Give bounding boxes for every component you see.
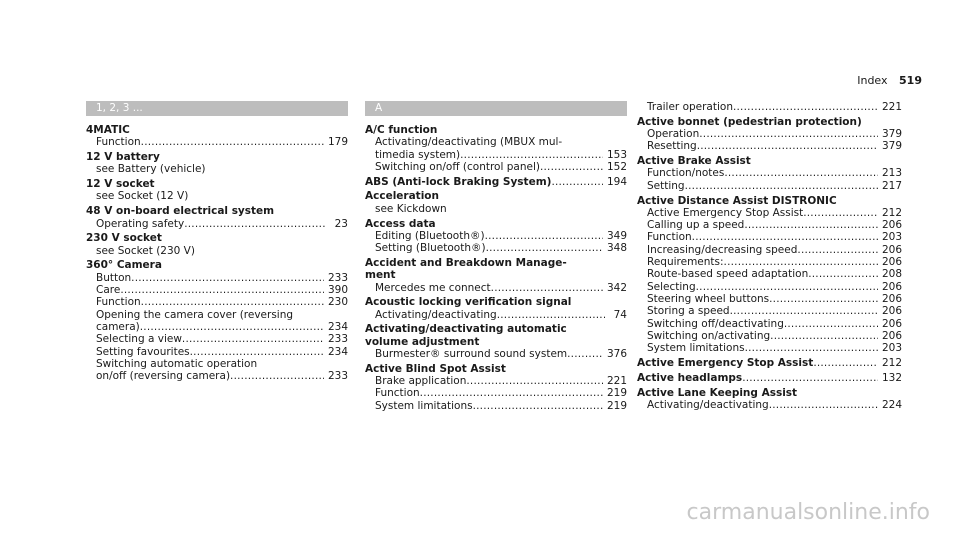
- dot-leader: [696, 281, 878, 293]
- sub-entry: [86, 346, 348, 358]
- sub-entry-text: Switching on/off (control panel): [375, 160, 540, 173]
- page-ref: 219: [606, 387, 627, 400]
- page-ref: 376: [606, 348, 627, 361]
- index-column-3: [637, 101, 902, 414]
- page-ref: 348: [606, 242, 627, 255]
- sub-entry: [86, 272, 348, 284]
- entry-heading-text: Active Distance Assist DISTRONIC: [637, 194, 837, 207]
- sub-entry: [637, 207, 902, 219]
- sub-entry: [637, 330, 902, 342]
- page-ref: 379: [881, 140, 902, 153]
- dot-leader: [140, 321, 324, 333]
- sub-entry-text: Trailer operation: [647, 101, 733, 113]
- page-ref: 233: [327, 370, 348, 383]
- sub-entry: [637, 167, 902, 179]
- entry-heading: [86, 232, 348, 244]
- sub-entry-text: Calling up a speed: [647, 219, 745, 232]
- entry-heading: [365, 176, 627, 188]
- sub-entry: [86, 333, 348, 345]
- dot-leader: [141, 136, 324, 148]
- watermark: carmanualsonline.info: [686, 500, 930, 525]
- sub-entry: [365, 242, 627, 254]
- entry-heading-text: ABS (Anti-lock Braking System): [365, 175, 552, 188]
- dot-leader: [120, 284, 324, 296]
- page-ref: 194: [606, 175, 627, 188]
- entry-heading: [86, 151, 348, 163]
- entry-heading: [86, 124, 348, 136]
- index-entry: [365, 218, 627, 255]
- page-ref: 206: [881, 305, 902, 318]
- dot-leader: [724, 256, 878, 268]
- sub-entry: [637, 268, 902, 280]
- sub-entry: [637, 342, 902, 354]
- sub-entry: [365, 400, 627, 412]
- index-entry: [637, 357, 902, 369]
- dot-leader: [697, 140, 878, 152]
- sub-entry-text: Function: [375, 387, 420, 400]
- sub-entry-text: System limitations: [375, 399, 473, 412]
- dot-leader: [730, 305, 878, 317]
- page-ref: 224: [881, 398, 902, 411]
- sub-entry: [637, 180, 902, 192]
- sub-entry-text: Function/notes: [647, 167, 725, 180]
- page-ref: 234: [327, 345, 348, 358]
- sub-entry: [86, 190, 348, 202]
- sub-entry: [365, 203, 627, 215]
- dot-leader: [540, 161, 603, 173]
- sub-entry-text: Function: [96, 296, 141, 309]
- dot-leader: [485, 230, 603, 242]
- sub-entry-text: Editing (Bluetooth®): [375, 229, 485, 242]
- page-ref: 342: [606, 281, 627, 294]
- entry-heading: [86, 178, 348, 190]
- sub-entry: [365, 136, 627, 148]
- page-ref: 221: [606, 375, 627, 388]
- sub-entry-text: camera): [96, 320, 140, 333]
- sub-entry-text: see Battery (vehicle): [96, 163, 206, 176]
- sub-entry: [365, 282, 627, 294]
- dot-leader: [190, 346, 324, 358]
- entry-heading: [637, 116, 902, 128]
- dot-leader: [182, 333, 324, 345]
- header-title: Index: [857, 74, 888, 87]
- page-ref: 206: [881, 317, 902, 330]
- sub-entry: [86, 296, 348, 308]
- sub-entry-text: System limitations: [647, 342, 745, 355]
- dot-leader: [699, 128, 878, 140]
- sub-entry: [637, 399, 902, 411]
- index-entry: [637, 195, 902, 355]
- index-entry: [365, 323, 627, 360]
- entry-heading-text: Acceleration: [365, 190, 439, 203]
- page-ref: 221: [881, 101, 902, 113]
- sub-entry: [637, 101, 902, 113]
- page-ref: 153: [606, 148, 627, 161]
- dot-leader: [491, 282, 603, 294]
- entry-heading-text: 12 V socket: [86, 178, 155, 191]
- index-entry: [637, 116, 902, 153]
- sub-entry-text: Function: [96, 136, 141, 149]
- sub-entry: [365, 149, 627, 161]
- sub-entry: [86, 136, 348, 148]
- sub-entry-text: Brake application: [375, 375, 467, 388]
- sub-entry-text: Function: [647, 231, 692, 244]
- sub-entry: [637, 256, 902, 268]
- entry-heading: [365, 218, 627, 230]
- dot-leader: [497, 309, 605, 321]
- dot-leader: [460, 149, 603, 161]
- sub-entry-text: on/off (reversing camera): [96, 370, 231, 383]
- sub-entry: [86, 309, 348, 321]
- sub-entry-text: Selecting: [647, 280, 696, 293]
- entry-heading-text: Active Emergency Stop Assist: [637, 356, 814, 369]
- sub-entry-text: see Kickdown: [375, 202, 447, 215]
- entry-heading: [365, 296, 627, 308]
- index-entry: [637, 387, 902, 412]
- entry-heading: [86, 205, 348, 217]
- page-ref: 233: [327, 333, 348, 346]
- entry-heading: [365, 363, 627, 375]
- index-entry: [86, 124, 348, 149]
- page-ref: 212: [881, 206, 902, 219]
- dot-leader: [745, 342, 878, 354]
- page-ref: 206: [881, 292, 902, 305]
- sub-entry: [86, 358, 348, 370]
- entry-heading-text: Active Lane Keeping Assist: [637, 386, 798, 399]
- sub-entry-text: Activating/deactivating (MBUX mul-: [375, 136, 563, 149]
- page-ref: 230: [327, 296, 348, 309]
- sub-entry: [365, 375, 627, 387]
- entry-heading: [365, 257, 627, 269]
- page-ref: 132: [881, 371, 902, 384]
- sub-entry-text: Setting: [647, 179, 685, 192]
- sub-entry: [86, 163, 348, 175]
- sub-entry-text: Active Emergency Stop Assist: [647, 206, 804, 219]
- page-ref: 217: [881, 179, 902, 192]
- sub-entry-text: Switching automatic operation: [96, 357, 258, 370]
- page-ref: 206: [881, 329, 902, 342]
- entry-heading: [637, 387, 902, 399]
- index-column-1: [86, 101, 348, 385]
- sub-entry-text: see Socket (12 V): [96, 190, 189, 203]
- sub-entry-text: Setting (Bluetooth®): [375, 242, 486, 255]
- index-entry: [365, 296, 627, 321]
- dot-leader: [141, 296, 324, 308]
- entry-heading-text: 360° Camera: [86, 259, 162, 272]
- page-ref: 203: [881, 342, 902, 355]
- letter-heading: A: [365, 101, 627, 116]
- dot-leader: [803, 207, 878, 219]
- sub-entry: [365, 348, 627, 360]
- sub-entry-text: Care: [96, 284, 121, 297]
- page-header: [857, 74, 922, 87]
- index-entry: [86, 259, 348, 382]
- sub-entry: [86, 284, 348, 296]
- index-entry: [637, 372, 902, 384]
- page-ref: 206: [881, 219, 902, 232]
- sub-entry: [637, 231, 902, 243]
- entry-heading: [365, 323, 627, 335]
- sub-entry: [637, 244, 902, 256]
- page-ref: 208: [881, 268, 902, 281]
- dot-leader: [486, 242, 603, 254]
- page-ref: 179: [327, 136, 348, 149]
- sub-entry: [637, 293, 902, 305]
- entry-heading-continued: [365, 336, 627, 348]
- sub-entry-text: Operation: [647, 128, 700, 141]
- dot-leader: [813, 357, 878, 369]
- index-entry: [365, 363, 627, 412]
- entry-heading: [637, 372, 902, 384]
- dot-leader: [466, 375, 603, 387]
- dot-leader: [692, 231, 878, 243]
- sub-entry-text: Mercedes me connect: [375, 281, 491, 294]
- entry-heading-text: 12 V battery: [86, 151, 160, 164]
- index-entry: [86, 205, 348, 230]
- sub-entry: [86, 370, 348, 382]
- sub-entry-text: Steering wheel buttons: [647, 292, 770, 305]
- dot-leader: [230, 370, 324, 382]
- page-ref: 206: [881, 280, 902, 293]
- dot-leader: [808, 268, 878, 280]
- entry-heading-text: 48 V on-board electrical system: [86, 205, 275, 218]
- entry-heading-text: Active headlamps: [637, 371, 743, 384]
- dot-leader: [420, 387, 603, 399]
- sub-entry: [86, 321, 348, 333]
- page-ref: 219: [606, 399, 627, 412]
- sub-entry-text: Button: [96, 271, 132, 284]
- page-ref: 152: [606, 160, 627, 173]
- dot-leader: [733, 101, 878, 113]
- index-entry: [365, 176, 627, 188]
- sub-entry-text: Operating safety: [96, 217, 185, 230]
- sub-entry: [637, 318, 902, 330]
- entry-heading-text: Accident and Breakdown Manage-: [365, 256, 567, 269]
- dot-leader: [744, 219, 878, 231]
- dot-leader: [769, 293, 878, 305]
- index-entry: [365, 190, 627, 215]
- page-ref: 379: [881, 128, 902, 141]
- entry-heading-continued: [365, 269, 627, 281]
- sub-entry: [86, 218, 348, 230]
- sub-entry-text: Storing a speed: [647, 305, 730, 318]
- entry-heading-text: Active Blind Spot Assist: [365, 362, 506, 375]
- page-ref: 212: [881, 356, 902, 369]
- entry-heading-text: ment: [365, 269, 396, 282]
- index-column-2: [365, 101, 627, 415]
- entry-heading-text: Activating/deactivating automatic: [365, 323, 567, 336]
- entry-heading: [637, 357, 902, 369]
- sub-entry-text: Burmester® surround sound system: [375, 348, 568, 361]
- entry-heading: [365, 124, 627, 136]
- sub-entry-text: Requirements:: [647, 256, 724, 269]
- entry-heading-text: Access data: [365, 217, 436, 230]
- sub-entry-text: Selecting a view: [96, 333, 182, 346]
- page-ref: 233: [327, 271, 348, 284]
- entry-heading-text: volume adjustment: [365, 335, 480, 348]
- letter-heading: 1, 2, 3 ...: [86, 101, 348, 116]
- sub-entry-text: Opening the camera cover (reversing: [96, 308, 294, 321]
- page-ref: 390: [327, 284, 348, 297]
- sub-entry: [365, 309, 627, 321]
- dot-leader: [797, 244, 878, 256]
- entry-heading: [365, 190, 627, 202]
- entry-heading: [637, 155, 902, 167]
- dot-leader: [473, 400, 603, 412]
- entry-heading-text: A/C function: [365, 124, 438, 136]
- page-ref: 74: [613, 308, 627, 321]
- dot-leader: [184, 218, 326, 230]
- sub-entry: [637, 281, 902, 293]
- index-entry: [637, 155, 902, 192]
- dot-leader: [742, 372, 878, 384]
- page-ref: 206: [881, 243, 902, 256]
- sub-entry: [637, 219, 902, 231]
- sub-entry-text: Activating/deactivating: [375, 308, 497, 321]
- sub-entry: [637, 140, 902, 152]
- entry-heading-text: Active bonnet (pedestrian protection): [637, 115, 862, 128]
- dot-leader: [724, 167, 878, 179]
- sub-entry: [365, 230, 627, 242]
- dot-leader: [131, 272, 324, 284]
- sub-entry: [365, 161, 627, 173]
- page-ref: 203: [881, 231, 902, 244]
- sub-entry: [86, 245, 348, 257]
- page-ref: 213: [881, 167, 902, 180]
- entry-heading-text: Acoustic locking verification signal: [365, 296, 572, 309]
- entry-heading-text: 4MATIC: [86, 124, 130, 136]
- sub-entry: [365, 387, 627, 399]
- entry-heading-text: 230 V socket: [86, 232, 162, 245]
- dot-leader: [769, 399, 878, 411]
- index-entry: [365, 124, 627, 173]
- index-entry: [365, 257, 627, 294]
- entry-heading: [637, 195, 902, 207]
- sub-entry-text: Setting favourites: [96, 345, 190, 358]
- index-entry: [86, 178, 348, 203]
- dot-leader: [770, 330, 878, 342]
- dot-leader: [551, 176, 603, 188]
- sub-entry-text: Route-based speed adaptation: [647, 268, 809, 281]
- entry-heading-text: Active Brake Assist: [637, 155, 751, 168]
- index-entry: [86, 151, 348, 176]
- sub-entry-text: see Socket (230 V): [96, 244, 195, 257]
- dot-leader: [784, 318, 878, 330]
- sub-entry-text: Increasing/decreasing speed: [647, 243, 798, 256]
- page-ref: 234: [327, 320, 348, 333]
- sub-entry-text: timedia system): [375, 148, 461, 161]
- index-entry: [86, 232, 348, 257]
- sub-entry: [637, 128, 902, 140]
- sub-entry-text: Activating/deactivating: [647, 398, 769, 411]
- page-ref: 349: [606, 229, 627, 242]
- dot-leader: [567, 348, 603, 360]
- sub-entry-text: Resetting: [647, 140, 697, 153]
- dot-leader: [685, 180, 878, 192]
- page-ref: 23: [334, 217, 348, 230]
- page-number: 519: [899, 74, 922, 87]
- entry-heading: [86, 259, 348, 271]
- sub-entry-text: Switching on/activating: [647, 329, 771, 342]
- index-entry: [637, 101, 902, 113]
- sub-entry: [637, 305, 902, 317]
- page-ref: 206: [881, 256, 902, 269]
- sub-entry-text: Switching off/deactivating: [647, 317, 784, 330]
